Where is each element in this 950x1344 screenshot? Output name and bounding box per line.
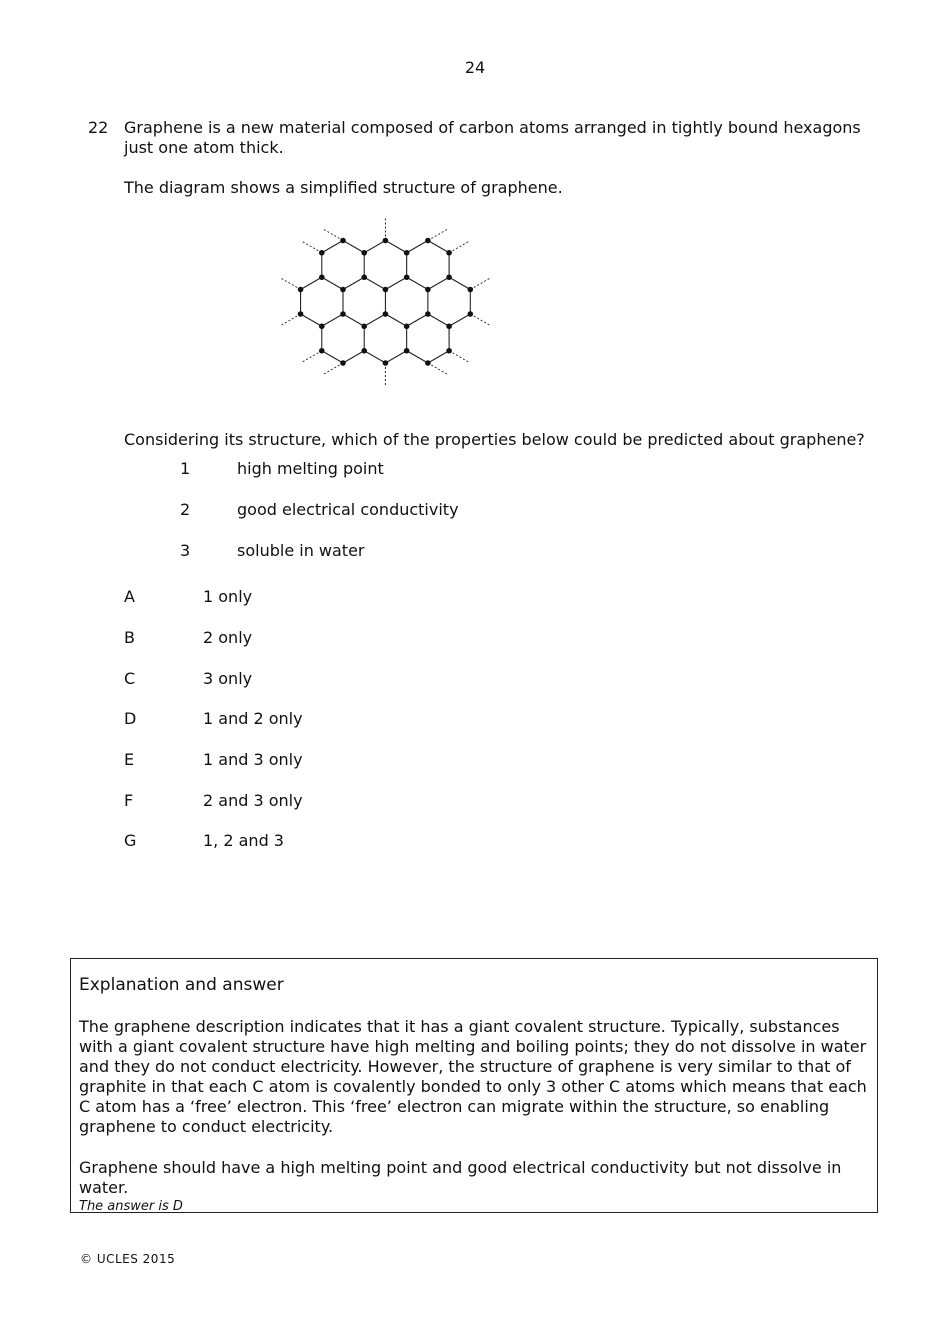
statement-text: good electrical conductivity: [237, 500, 459, 519]
carbon-atom: [361, 323, 367, 329]
carbon-bond: [385, 241, 406, 253]
carbon-bond: [343, 277, 364, 289]
carbon-bond: [407, 241, 428, 253]
option-text: 2 only: [203, 628, 253, 647]
carbon-atom: [383, 311, 389, 317]
dangling-bond: [282, 314, 301, 325]
carbon-atom: [340, 311, 346, 317]
question-text: Graphene is a new material composed of carbon atoms arranged in tightly bound hexagons just one atom thick.: [124, 118, 861, 157]
carbon-atom: [383, 238, 389, 244]
option-letter: B: [124, 628, 135, 647]
carbon-atom: [446, 274, 452, 280]
dangling-bond: [428, 363, 447, 374]
carbon-atom: [383, 360, 389, 366]
option-text: 1 and 3 only: [203, 750, 303, 769]
carbon-bond: [322, 277, 343, 289]
option-text: 2 and 3 only: [203, 791, 303, 810]
carbon-atom: [319, 348, 325, 354]
carbon-bond: [343, 351, 364, 363]
carbon-atom: [425, 360, 431, 366]
carbon-bond: [385, 351, 406, 363]
statement-text: soluble in water: [237, 541, 365, 560]
carbon-bond: [428, 351, 449, 363]
carbon-atom: [298, 287, 304, 293]
carbon-atom: [340, 360, 346, 366]
carbon-atom: [404, 323, 410, 329]
carbon-atom: [446, 323, 452, 329]
dangling-bond: [324, 230, 343, 241]
option-letter: D: [124, 709, 137, 728]
carbon-bond: [428, 241, 449, 253]
diagram-caption: The diagram shows a simplified structure of graphene.: [124, 178, 563, 197]
dangling-bond: [470, 279, 489, 290]
explanation-paragraph: The graphene description indicates that it has a giant covalent structure. Typically, substances with a giant covalent structure have high melting and boiling points; they do not dissolve in water and they do not conduct electricity. However, the structure of graphene is very similar to that of graphite in that each C atom is covalently bonded to only 3 other C atoms which means that each C atom has a ‘free’ electron. This ‘free’ electron can migrate within the structure, so enabling graphene to conduct electricity.: [79, 1017, 867, 1136]
carbon-bond: [385, 314, 406, 326]
carbon-atom: [340, 287, 346, 293]
carbon-bond: [449, 277, 470, 289]
copyright-footer: © UCLES 2015: [80, 1252, 176, 1266]
option-letter: G: [124, 831, 137, 850]
option-text: 3 only: [203, 669, 253, 688]
carbon-atom: [446, 348, 452, 354]
graphene-structure-diagram: [270, 218, 510, 408]
explanation-conclusion: Graphene should have a high melting point and good electrical conductivity but not dissolve in water.: [79, 1158, 842, 1197]
dangling-bond: [449, 351, 468, 362]
carbon-atom: [425, 238, 431, 244]
dangling-bond: [303, 242, 322, 253]
dangling-bond: [470, 314, 489, 325]
carbon-bond: [343, 241, 364, 253]
statement-number: 2: [180, 500, 191, 519]
carbon-bond: [385, 277, 406, 289]
option-letter: A: [124, 587, 135, 606]
carbon-bond: [428, 277, 449, 289]
option-letter: C: [124, 669, 136, 688]
page-number: 24: [464, 58, 486, 77]
dangling-bond: [324, 363, 343, 374]
dangling-bond: [449, 242, 468, 253]
dangling-bond: [303, 351, 322, 362]
carbon-bond: [301, 277, 322, 289]
carbon-bond: [343, 314, 364, 326]
question-prompt: Considering its structure, which of the properties below could be predicted about graphene?: [124, 430, 865, 449]
carbon-bond: [364, 314, 385, 326]
carbon-atom: [361, 348, 367, 354]
option-letter: F: [124, 791, 134, 810]
carbon-atom: [298, 311, 304, 317]
carbon-atom: [319, 250, 325, 256]
carbon-atom: [361, 250, 367, 256]
carbon-bond: [322, 351, 343, 363]
carbon-atom: [340, 238, 346, 244]
carbon-bond: [364, 351, 385, 363]
carbon-bond: [364, 241, 385, 253]
carbon-atom: [404, 250, 410, 256]
statement-number: 1: [180, 459, 191, 478]
carbon-atom: [404, 348, 410, 354]
dangling-bond: [282, 279, 301, 290]
question-number: 22: [88, 118, 109, 137]
carbon-atom: [319, 323, 325, 329]
statement-number: 3: [180, 541, 191, 560]
explanation-box: [70, 958, 878, 1213]
option-text: 1 only: [203, 587, 253, 606]
carbon-atom: [468, 287, 474, 293]
carbon-atom: [404, 274, 410, 280]
carbon-atom: [425, 287, 431, 293]
carbon-atom: [446, 250, 452, 256]
carbon-atom: [361, 274, 367, 280]
option-letter: E: [124, 750, 135, 769]
option-text: 1, 2 and 3: [203, 831, 284, 850]
answer-statement: The answer is D: [79, 1199, 183, 1214]
dangling-bond: [428, 230, 447, 241]
carbon-atom: [425, 311, 431, 317]
carbon-bond: [322, 314, 343, 326]
carbon-bond: [449, 314, 470, 326]
explanation-title: Explanation and answer: [79, 975, 284, 995]
carbon-atom: [468, 311, 474, 317]
carbon-bond: [407, 351, 428, 363]
carbon-bond: [428, 314, 449, 326]
carbon-bond: [322, 241, 343, 253]
statement-text: high melting point: [237, 459, 384, 478]
option-text: 1 and 2 only: [203, 709, 303, 728]
carbon-bond: [364, 277, 385, 289]
carbon-bond: [407, 277, 428, 289]
carbon-atom: [319, 274, 325, 280]
carbon-bond: [301, 314, 322, 326]
carbon-bond: [407, 314, 428, 326]
carbon-atom: [383, 287, 389, 293]
